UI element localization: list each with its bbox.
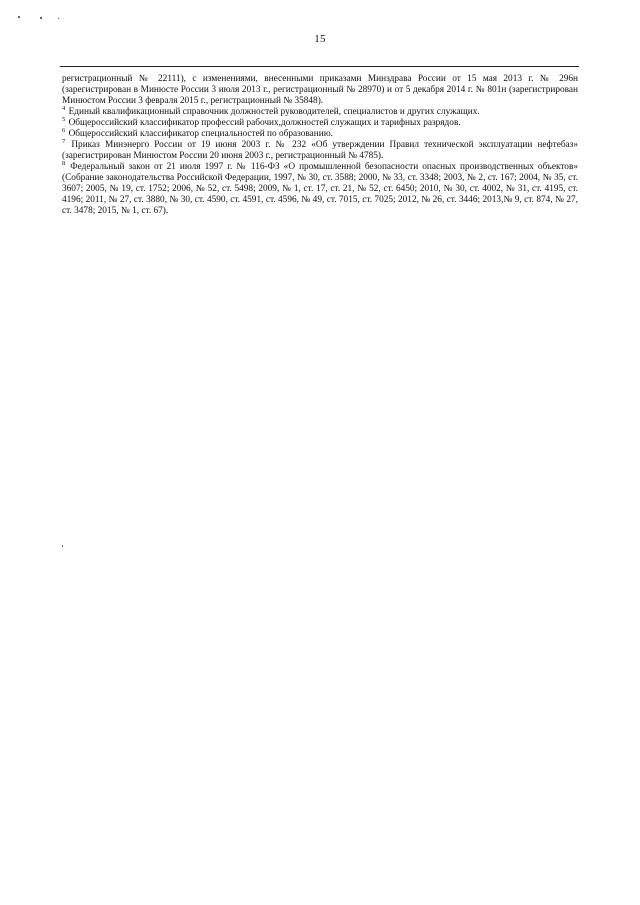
footnote-text: Общероссийский классификатор профессий рабочих,должностей служащих и тарифных разрядов. [68, 118, 461, 128]
footnote-marker: 7 [62, 137, 66, 145]
footnote-text: Приказ Минэнерго России от 19 июня 2003 г. № 232 «Об утверждении Правил технической эксплуатации нефтебаз» (зарегистрирован Минюстом России 20 июня 2003 г., регистрационный № 4785). [62, 140, 579, 161]
footnote-7 [62, 137, 579, 162]
footnote-marker: 4 [62, 104, 66, 112]
footnote-marker: 6 [62, 126, 66, 134]
footnote-separator [60, 66, 579, 67]
footnotes-block [62, 74, 578, 217]
footnote-5 [62, 115, 578, 129]
footnote-4 [62, 104, 578, 118]
scan-speck [62, 545, 63, 547]
footnote-marker: 8 [62, 159, 66, 167]
scan-speck [40, 17, 42, 19]
footnote-marker: 5 [62, 115, 66, 123]
footnote-text: Единый квалификационный справочник должностей руководителей, специалистов и других служащих. [68, 107, 480, 117]
footnote-6 [62, 126, 578, 140]
scan-speck [18, 16, 20, 18]
footnote-8 [62, 159, 578, 217]
scan-speck [58, 18, 59, 19]
footnote-continuation: регистрационный № 22111), с изменениями, внесенными приказами Минздрава России от 15 мая 2013 г. № 296н (зарегистрирован в Минюсте России 3 июля 2013 г., регистрационный № 28970) и от 5 декабря 2014 г. № 801н (зарегистрирован Минюстом России 3 февраля 2015 г., регистрационный № 35848). [62, 74, 578, 106]
page-number: 15 [314, 33, 326, 45]
footnote-text: Общероссийский классификатор специальностей по образованию. [68, 129, 334, 139]
footnote-text: Федеральный закон от 21 июля 1997 г. № 116-ФЗ «О промышленной безопасности опасных производственных объектов» (Собрание законодательства Российской Федерации, 1997, № 30, ст. 3588; 2000, № 33, ст. 3348; 2003, № 2, ст. 167; 2004, № 35, ст. 3607; 2005, № 19, ст. 1752; 2006, № 52, ст. 5498; 2009, № 1, ст. 17, ст. 21, № 52, ст. 6450; 2010, № 30, ст. 4002, № 31, ст. 4195, ст. 4196; 2011, № 27, ст. 3880, № 30, ст. 4590, ст. 4591, ст. 4596, № 49, ст. 7015, ст. 7025; 2012, № 26, ст. 3446; 2013,№ 9, ст. 874, № 27, ст. 3478; 2015, № 1, ст. 67). [62, 162, 578, 216]
